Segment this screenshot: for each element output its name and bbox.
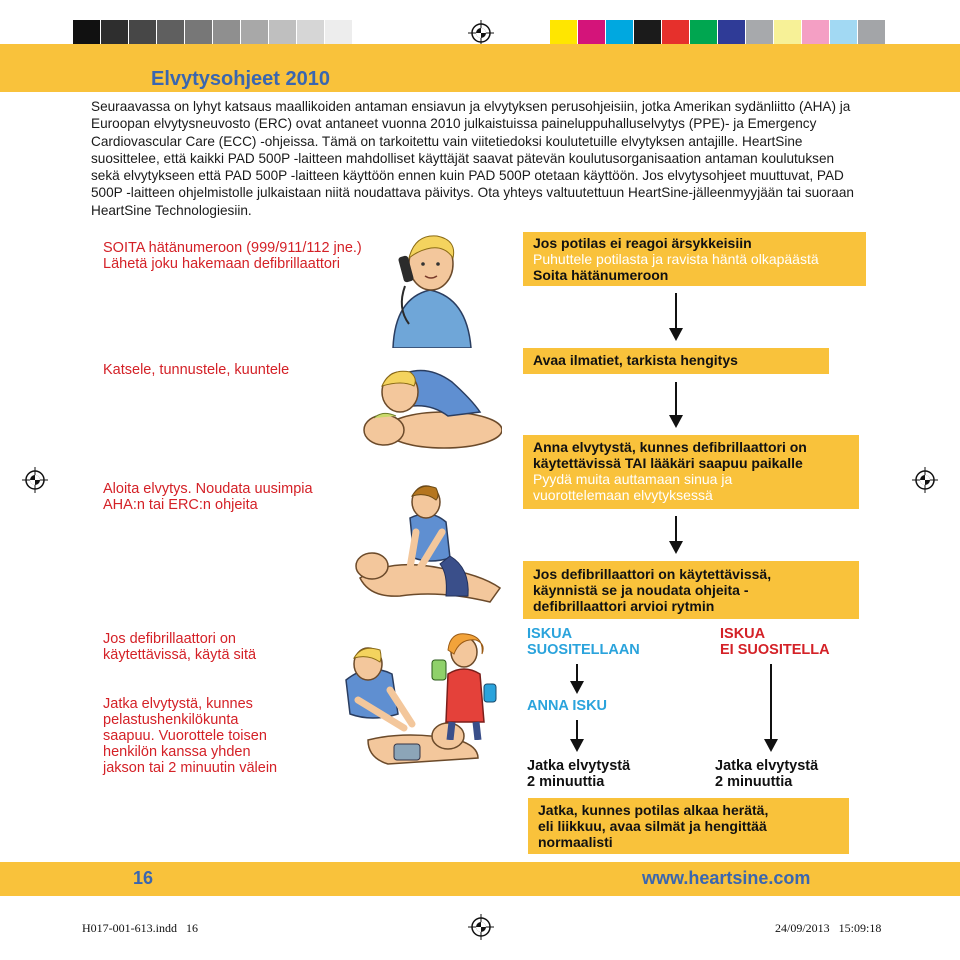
flow-box-unresponsive: Jos potilas ei reagoi ärsykkeisiin Puhuttele potilasta ja ravista häntä olkapäästä Soita hätänumeroon (523, 232, 866, 286)
flow-arrow (576, 720, 578, 750)
gray-swatch (269, 20, 296, 46)
page-number: 16 (133, 868, 154, 888)
color-swatch (662, 20, 689, 46)
registration-mark-icon (22, 467, 48, 493)
flow-box-until-wakes: Jatka, kunnes potilas alkaa herätä, eli liikkuu, avaa silmät ja hengittää normaalisti (528, 798, 849, 854)
registration-mark-icon (468, 20, 494, 46)
gray-swatch (297, 20, 324, 46)
give-shock-label: ANNA ISKU (527, 698, 608, 714)
flow-arrow (675, 516, 677, 552)
aed-rescuer-illustration (430, 628, 500, 745)
color-swatch (774, 20, 801, 46)
header-band (0, 44, 960, 92)
gray-swatch (213, 20, 240, 46)
color-swatch (858, 20, 885, 46)
shock-advised-label: ISKUA SUOSITELLAAN (527, 626, 640, 658)
flow-box-airway: Avaa ilmatiet, tarkista hengitys (523, 348, 829, 374)
gray-swatch (101, 20, 128, 46)
left-step-continue: Jatka elvytystä, kunnes pelastushenkilökunta saapuu. Vuorottele toisen henkilön kanssa yhden jakson tai 2 minuutin välein (103, 696, 278, 776)
gray-swatch (325, 20, 352, 46)
intro-paragraph: Seuraavassa on lyhyt katsaus maallikoiden antaman ensiavun ja elvytyksen perusohjeisiin, jotka Amerikan sydänliitto (AHA) ja Euroopan elvytysneuvosto (ERC) ovat antaneet vuonna 2010 julkaistuissa paineluppuhalluselvytys (PPE)- ja Emergency Cardiovascular Care (ECC) -ohjeissa. Tämä on tarkoitettu vain viitetiedoksi koulutetuille elvytyksen antajille. HeartSine suosittelee, että kaikki PAD 500P -laitteen mahdolliset käyttäjät saavat pätevän koulutusorganisaation antaman koulutuksen sekä elvytykseen että PAD 500P -laitteen käyttöön ennen kuin PAD 500P otetaan käyttöön. Jos elvytysohjeet muuttuvat, PAD 500P -laitteen ohjelmistolle julkaistaan niitä noudattava päivitys. Ota yhteys valtuutettuun HeartSine-jälleenmyyjään tai suoraan HeartSine Technologiesiin. (91, 99, 854, 218)
caller-illustration (375, 228, 485, 353)
left-step-look: Katsele, tunnustele, kuuntele (103, 362, 290, 378)
shock-not-advised-label: ISKUA EI SUOSITELLA (720, 626, 830, 658)
flow-arrow (576, 664, 578, 692)
registration-mark-icon (468, 914, 494, 940)
continue-cpr-right: Jatka elvytystä 2 minuuttia (715, 758, 819, 790)
flow-arrow (770, 664, 772, 750)
cpr-illustration (350, 478, 510, 613)
gray-swatch (157, 20, 184, 46)
color-swatch (634, 20, 661, 46)
color-swatch (606, 20, 633, 46)
left-step-call: SOITA hätänumeroon (999/911/112 jne.) Lähetä joku hakemaan defibrillaattori (103, 240, 362, 272)
gray-swatch (73, 20, 100, 46)
file-slug: H017-001-613.indd 16 (82, 921, 198, 935)
color-swatch (746, 20, 773, 46)
gray-swatch (241, 20, 268, 46)
continue-cpr-left: Jatka elvytystä 2 minuuttia (527, 758, 631, 790)
registration-mark-icon (912, 467, 938, 493)
color-swatch (550, 20, 577, 46)
flow-box-defibrillator: Jos defibrillaattori on käytettävissä, käynnistä se ja noudata ohjeita - defibrillaattori arvioi rytmin (523, 561, 859, 619)
color-swatch (690, 20, 717, 46)
color-swatch (802, 20, 829, 46)
website-link[interactable]: www.heartsine.com (642, 868, 811, 888)
page-title: Elvytysohjeet 2010 (151, 68, 330, 90)
color-swatch (830, 20, 857, 46)
flow-arrow (675, 293, 677, 339)
file-timestamp: 24/09/2013 15:09:18 (775, 921, 882, 935)
color-swatch (718, 20, 745, 46)
flow-arrow (675, 382, 677, 426)
left-step-cpr: Aloita elvytys. Noudata uusimpia AHA:n tai ERC:n ohjeita (103, 481, 313, 513)
left-step-defib: Jos defibrillaattori on käytettävissä, käytä sitä (103, 631, 257, 663)
check-breathing-illustration (352, 352, 502, 462)
gray-swatch (185, 20, 212, 46)
flow-box-cpr: Anna elvytystä, kunnes defibrillaattori on käytettävissä TAI lääkäri saapuu paikalle Pyydä muita auttamaan sinua ja vuorottelemaan elvytyksessä (523, 435, 859, 509)
color-swatch (578, 20, 605, 46)
gray-swatch (129, 20, 156, 46)
